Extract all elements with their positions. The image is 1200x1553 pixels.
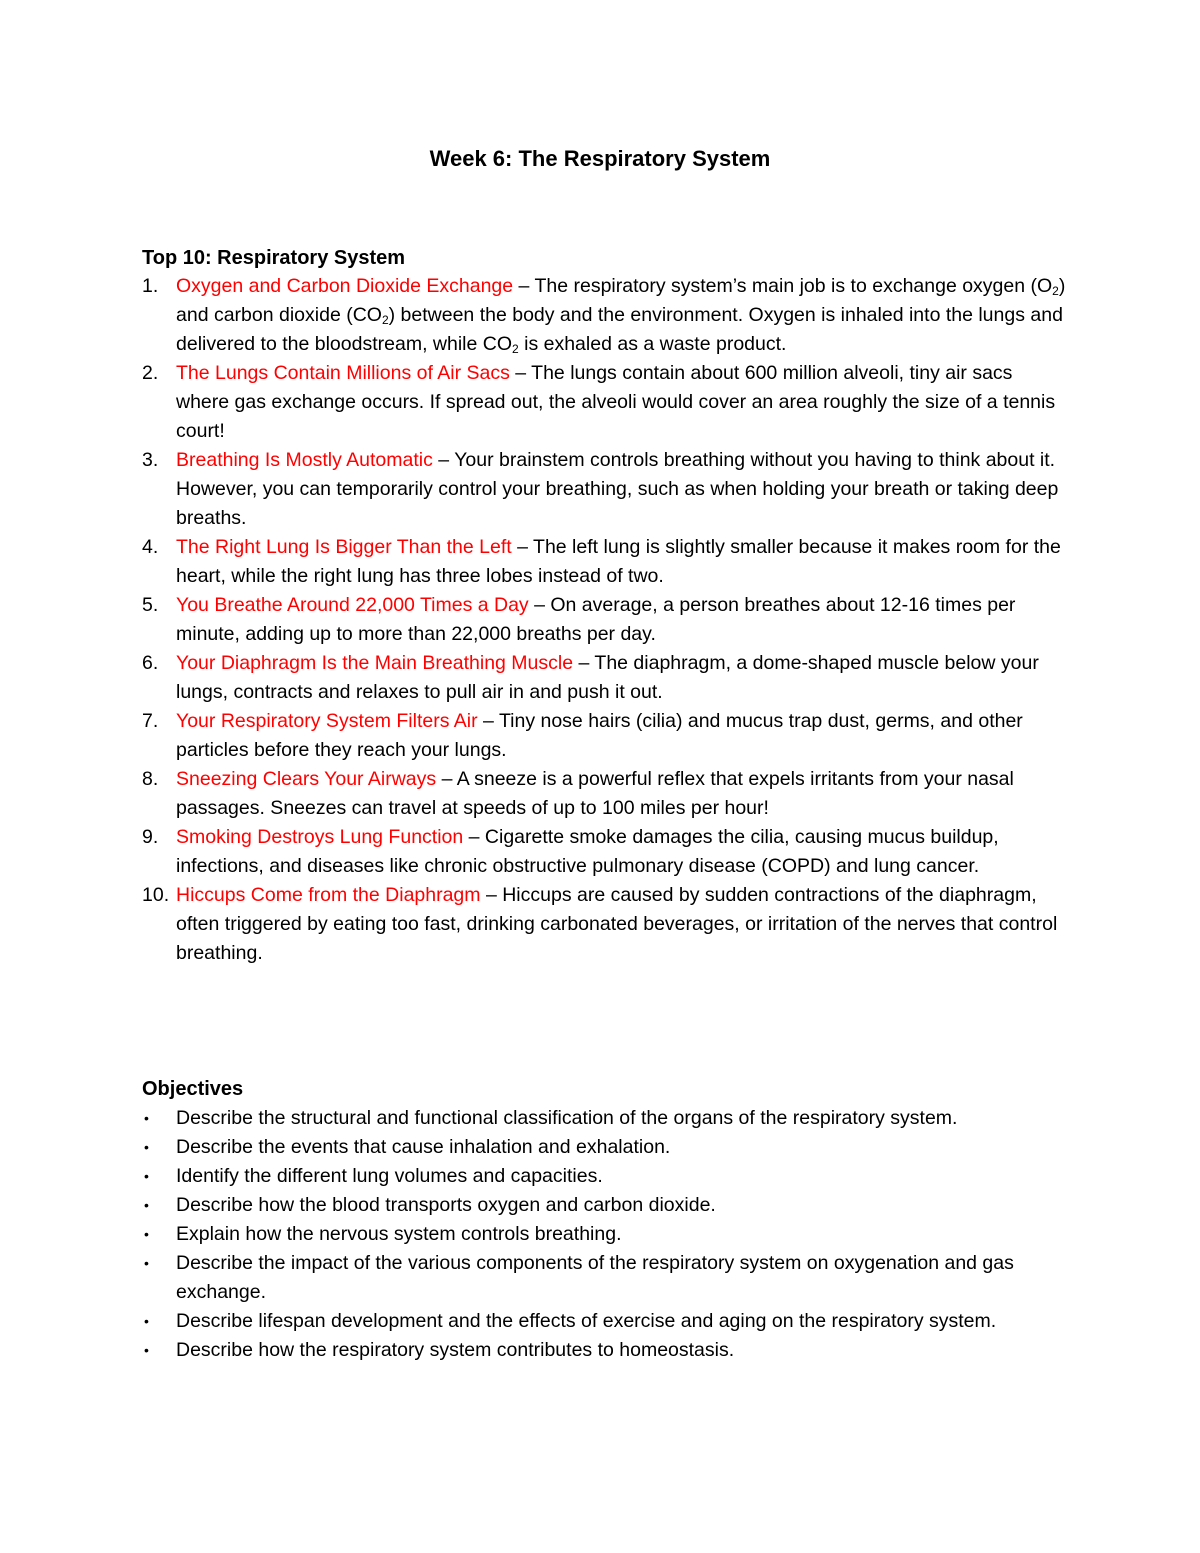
list-item — [142, 1336, 1067, 1365]
fact-text: The lungs contain about 600 million alveoli, tiny air sacs where gas exchange occurs. If spread out, the alveoli would cover an area roughly the size of a tennis court! — [176, 362, 1056, 442]
objective-text: Explain how the nervous system controls breathing. — [176, 1223, 622, 1245]
list-item — [142, 446, 1067, 533]
objective-text: Describe lifespan development and the effects of exercise and aging on the respiratory system. — [176, 1310, 997, 1332]
bullet-icon: • — [144, 1313, 149, 1329]
fact-title: The Right Lung Is Bigger Than the Left — [176, 536, 512, 558]
fact-title: Your Respiratory System Filters Air — [176, 710, 478, 732]
item-number: 6. — [142, 652, 159, 674]
fact-dash: – — [432, 449, 455, 471]
list-item — [142, 1191, 1067, 1220]
subscript: 2 — [512, 342, 519, 356]
fact-dash: – — [477, 710, 499, 732]
list-item — [142, 881, 1067, 968]
fact-text: The left lung is slightly smaller because it makes room for the heart, while the right lung has three lobes instead of two. — [176, 536, 1061, 587]
fact-dash: – — [528, 594, 551, 616]
objective-text: Describe the impact of the various components of the respiratory system on oxygenation and gas exchange. — [176, 1252, 1014, 1303]
bullet-icon: • — [144, 1139, 149, 1155]
bullet-icon: • — [144, 1342, 149, 1358]
item-number: 1. — [142, 275, 159, 297]
objective-text: Describe how the respiratory system contributes to homeostasis. — [176, 1339, 735, 1361]
list-item — [142, 1162, 1067, 1191]
list-item — [142, 533, 1067, 591]
page-title: Week 6: The Respiratory System — [429, 146, 771, 171]
list-item — [142, 823, 1067, 881]
fact-title: Your Diaphragm Is the Main Breathing Muscle — [176, 652, 574, 674]
objectives-list — [142, 1104, 1067, 1365]
item-number: 3. — [142, 449, 159, 471]
bullet-icon: • — [144, 1197, 149, 1213]
fact-dash: – — [573, 652, 595, 674]
fact-text: A sneeze is a powerful reflex that expels irritants from your nasal passages. Sneezes can travel at speeds of up to 100 miles per hour! — [176, 768, 1014, 819]
bullet-icon: • — [144, 1110, 149, 1126]
objective-text: Describe how the blood transports oxygen and carbon dioxide. — [176, 1194, 716, 1216]
item-number: 4. — [142, 536, 159, 558]
fact-text: is exhaled as a waste product. — [518, 333, 787, 355]
item-number: 10. — [142, 884, 170, 906]
item-number: 8. — [142, 768, 159, 790]
item-number: 7. — [142, 710, 159, 732]
fact-text: The diaphragm, a dome-shaped muscle below your lungs, contracts and relaxes to pull air in and push it out. — [176, 652, 1039, 703]
list-item — [142, 1104, 1067, 1133]
fact-title: Hiccups Come from the Diaphragm — [176, 884, 481, 906]
fact-dash: – — [480, 884, 503, 906]
list-item — [142, 707, 1067, 765]
list-item — [142, 1307, 1067, 1336]
objective-text: Describe the events that cause inhalation and exhalation. — [176, 1136, 671, 1158]
fact-dash: – — [463, 826, 485, 848]
fact-text: ) and carbon dioxide (CO — [176, 275, 1066, 326]
fact-title: Oxygen and Carbon Dioxide Exchange — [176, 275, 514, 297]
fact-title: You Breathe Around 22,000 Times a Day — [176, 594, 529, 616]
bullet-icon: • — [144, 1255, 149, 1271]
list-item — [142, 1249, 1067, 1307]
fact-dash: – — [509, 362, 532, 384]
list-item — [142, 359, 1067, 446]
fact-text: Hiccups are caused by sudden contractions of the diaphragm, often triggered by eating too fast, drinking carbonated beverages, or irritation of the nerves that control breathing. — [176, 884, 1058, 964]
fact-title: The Lungs Contain Millions of Air Sacs — [176, 362, 510, 384]
objective-text: Describe the structural and functional classification of the organs of the respiratory system. — [176, 1107, 958, 1129]
top10-list — [142, 272, 1067, 968]
fact-dash: – — [436, 768, 457, 790]
bullet-icon: • — [144, 1168, 149, 1184]
subscript: 2 — [381, 313, 389, 327]
bullet-icon: • — [144, 1226, 149, 1242]
list-item — [142, 1133, 1067, 1162]
list-item — [142, 649, 1067, 707]
objective-text: Identify the different lung volumes and capacities. — [176, 1165, 603, 1187]
top10-heading: Top 10: Respiratory System — [142, 247, 406, 269]
objectives-heading: Objectives — [142, 1078, 244, 1100]
fact-text: Your brainstem controls breathing without you having to think about it. However, you can temporarily control your breathing, such as when holding your breath or taking deep breaths. — [176, 449, 1059, 529]
item-number: 2. — [142, 362, 159, 384]
fact-text: ) between the body and the environment. Oxygen is inhaled into the lungs and delivered to the bloodstream, while CO — [176, 304, 1063, 355]
fact-text: Tiny nose hairs (cilia) and mucus trap dust, germs, and other particles before they reach your lungs. — [176, 710, 1023, 761]
fact-text: Cigarette smoke damages the cilia, causing mucus buildup, infections, and diseases like chronic obstructive pulmonary disease (COPD) and lung cancer. — [176, 826, 999, 877]
fact-text: On average, a person breathes about 12-16 times per minute, adding up to more than 22,000 breaths per day. — [176, 594, 1016, 645]
fact-dash: – — [511, 536, 534, 558]
list-item — [142, 272, 1067, 359]
list-item — [142, 765, 1067, 823]
fact-title: Breathing Is Mostly Automatic — [176, 449, 433, 471]
fact-dash: – — [513, 275, 535, 297]
item-number: 5. — [142, 594, 159, 616]
list-item — [142, 1220, 1067, 1249]
subscript: 2 — [1052, 284, 1059, 298]
list-item — [142, 591, 1067, 649]
fact-text: The respiratory system’s main job is to exchange oxygen (O — [534, 275, 1053, 297]
item-number: 9. — [142, 826, 159, 848]
fact-title: Smoking Destroys Lung Function — [176, 826, 464, 848]
fact-title: Sneezing Clears Your Airways — [176, 768, 437, 790]
